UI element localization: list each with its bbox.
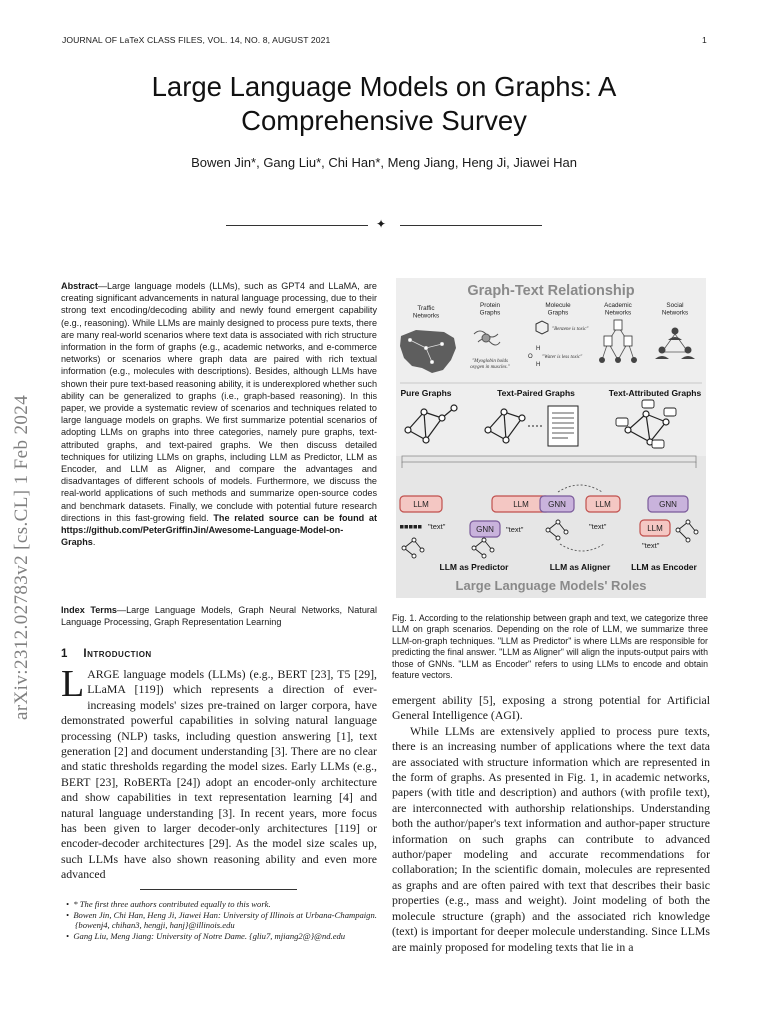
figure-caption: Fig. 1. According to the relationship between graph and text, we categorize three LLM on graph scenarios. Depending on the role of LLM, we summarize three LLM-on-graph techniques. "LLM as Predictor" is where LLMs are responsible for predicting the final answer. "LLM as Aligner" will align the inputs-output pairs with those of GNNs. "LLM as Encoder" refers to using LLMs to encode and obtain feature vectors. <box>392 613 708 681</box>
svg-text:LLM: LLM <box>413 500 429 509</box>
token-sequence-icon <box>400 525 422 529</box>
section-title: Introduction <box>83 648 152 660</box>
author-list: Bowen Jin*, Gang Liu*, Chi Han*, Meng Jiang, Heng Ji, Jiawei Han <box>191 155 577 170</box>
svg-text:GNN: GNN <box>548 500 566 509</box>
title-line-2: Comprehensive Survey <box>241 105 527 136</box>
intro-right-p1: emergent ability [5], exposing a strong potential for Artificial General Intelligence (AGI). <box>392 693 710 723</box>
role-label: LLM as Predictor <box>439 562 509 572</box>
water-icon: H <box>536 346 541 352</box>
figure-top-title: Graph-Text Relationship <box>467 283 635 299</box>
index-terms <box>61 604 377 628</box>
index-terms-label: Index Terms <box>61 605 117 615</box>
diamond-icon: ✦ <box>376 217 387 231</box>
molecule-note: "Benzene is toxic" <box>552 327 589 332</box>
title-separator <box>226 217 542 231</box>
svg-text:O: O <box>528 354 533 360</box>
abstract-label: Abstract <box>61 281 98 291</box>
footnotes <box>61 899 377 941</box>
document-icon <box>548 406 578 446</box>
figure-1 <box>396 278 706 598</box>
footnote-rule <box>140 889 297 890</box>
intro-paragraph-left: LARGE language models (LLMs) (e.g., BERT [23], T5 [29], LLaMA [119]) which represents a direction of ever-increasing models' sizes pre-trained on larger corpora, have demonstrated powerful capabilities in solving natural language processing (NLP) tasks, including question answering [1], text generation [2] and document understanding [3]. There are no clear and static thresholds regarding the model sizes. Early LLMs (e.g., BERT [23], RoBERTa [24]) adopt an encoder-only architecture and show capabilities in text representation learning [4] and natural language understanding [3]. In recent years, more focus has been given to larger decoder-only architectures [119] or encoder-decoder architectures [29]. As the model size scales up, such LLMs have also shown reasoning ability and even more advanced <box>61 663 377 882</box>
svg-text:GNN: GNN <box>659 500 677 509</box>
graph-type-label: Text-Attributed Graphs <box>608 388 702 398</box>
intro-paragraph-right <box>392 693 710 955</box>
molecule-note: "Water is less toxic" <box>542 355 583 360</box>
running-header: JOURNAL OF LaTeX CLASS FILES, VOL. 14, NO. 8, AUGUST 2021 <box>62 35 331 45</box>
svg-text:GNN: GNN <box>476 525 494 534</box>
intro-right-p2: While LLMs are extensively applied to process pure texts, there is an increasing number of applications where the text data are associated with structure information which are represented in the form of graphs. As presented in Fig. 1, in academic networks, papers (with title and description) and authors (with profile text), are interconnected with authorship relationships. Understanding both the author/paper's text information and author-paper structure information on such graphs can contribute to advanced author/paper modeling and accurate recommendations for collaboration; In the scientific domain, molecules are represented as graphs and are often paired with text that describes their basic properties (e.g., mass and weight). Joint modeling of both the molecule structure (graph) and the associated rich knowledge (text) is important for deeper molecule understanding. Since LLMs are mainly proposed for modeling texts that lie in a <box>392 723 710 954</box>
domain-label: Molecule Graphs <box>545 302 571 317</box>
svg-text:LLM: LLM <box>595 500 611 509</box>
domain-label: Protein Graphs <box>479 302 501 317</box>
role-label: LLM as Encoder <box>631 562 697 572</box>
abstract-source-link[interactable]: The related source can be found at https://github.com/PeterGriffinJin/Awesome-Language-Model-on-Graphs <box>61 512 377 548</box>
protein-note: "Myoglobin holds oxygen in muscles." <box>470 359 510 370</box>
separator-line-right <box>400 225 542 226</box>
role-label: LLM as Aligner <box>549 562 611 572</box>
section-heading <box>61 648 152 660</box>
drop-cap: L <box>61 663 85 705</box>
svg-text:H: H <box>536 362 541 368</box>
separator-line-left <box>226 225 368 226</box>
figure-bottom-title: Large Language Models' Roles <box>455 578 647 593</box>
page-number: 1 <box>702 35 707 45</box>
intro-text: language models (LLMs) (e.g., BERT [23], T5 [29], LLaMA [119]) which represents a direction of ever-increasing models' sizes pre-trained on larger corpora, have demonstrated powerful capabilities in solving natural language processing (NLP) tasks, including question answering [1], text generation [2] and document understanding [3]. There are no clear and static thresholds regarding the model sizes. Early LLMs (e.g., BERT [23], RoBERTa [24]) adopt an encoder-only architecture and show capabilities in text representation learning [4] and natural language understanding [3]. In recent years, more focus has been given to larger decoder-only architectures [119] or encoder-decoder architectures [29]. As the model size scales up, such LLMs have also shown reasoning ability and even more advanced <box>61 667 377 882</box>
section-number: 1 <box>61 648 68 660</box>
text-token-label: "text" <box>428 522 446 531</box>
graph-type-label: Text-Paired Graphs <box>497 388 575 398</box>
paper-title <box>60 70 708 138</box>
abstract-text: —Large language models (LLMs), such as GPT4 and LLaMA, are creating significant advancements in natural language processing, due to their strong text encoding/decoding ability and newly found emergent capability (e.g., reasoning). While LLMs are mainly designed to process pure texts, there are many real-world scenarios where text data is associated with rich structure information in the form of graphs (e.g., academic networks, and e-commerce networks) or scenarios where graph data are paired with rich textual information (e.g., molecules with descriptions). Besides, although LLMs have shown their pure text-based reasoning ability, it is underexplored whether such ability can be generalized to graphs (i.e., graph-based reasoning). In this paper, we provide a systematic review of scenarios and techniques related to large language models on graphs. We first summarize potential scenarios of adopting LLMs on graphs into three categories, namely pure graphs, text-attributed graphs, and text-paired graphs. We then discuss detailed techniques for utilizing LLMs on graphs, including LLM as Predictor, LLM as Encoder, and LLM as Aligner, and compare the advantages and disadvantages of different schools of models. Furthermore, we discuss the real-world applications of such methods and summarize open-source codes and benchmark datasets. Finally, we conclude with potential future research directions in this fast-growing field. <box>61 281 377 523</box>
svg-text:LLM: LLM <box>513 500 529 509</box>
arxiv-stamp: arXiv:2312.02783v2 [cs.CL] 1 Feb 2024 <box>11 394 32 720</box>
text-token-label: "text" <box>642 541 660 550</box>
footnote-item: • * The first three authors contributed equally to this work. <box>66 899 271 909</box>
text-token-label: "text" <box>506 525 524 534</box>
domain-label: Traffic Networks <box>412 305 440 320</box>
domain-label: Social Networks <box>661 302 689 317</box>
graph-type-label: Pure Graphs <box>400 388 452 398</box>
domain-label: Academic Networks <box>604 302 632 317</box>
footnote-item: • Gang Liu, Meng Jiang: University of Notre Dame. {gliu7, mjiang2@}@nd.edu <box>66 930 346 941</box>
title-line-1: Large Language Models on Graphs: A <box>151 71 617 102</box>
footnote-item: • Bowen Jin, Chi Han, Heng Ji, Jiawei Han: University of Illinois at Urbana-Champaign. {bowenj4, chihan3, hengji, hanj}@illinois.edu <box>66 909 377 931</box>
svg-text:LLM: LLM <box>647 524 663 533</box>
index-terms-text: —Large Language Models, Graph Neural Networks, Natural Language Processing, Graph Representation Learning <box>61 605 377 628</box>
abstract: Abstract—Large language models (LLMs), such as GPT4 and LLaMA, are creating significant advancements in natural language processing, due to their strong text encoding/decoding ability and newly found emergent capability (e.g., reasoning). While LLMs are mainly designed to process pure texts, there are many real-world scenarios where text data is associated with rich structure information in the form of graphs (e.g., academic networks, and e-commerce networks) or scenarios where graph data are paired with rich textual information (e.g., molecules with descriptions). Besides, although LLMs have shown their pure text-based reasoning ability, it is underexplored whether such ability can be generalized to graphs (i.e., graph-based reasoning). In this paper, we provide a systematic review of scenarios and techniques related to large language models on graphs. We first summarize potential scenarios of adopting LLMs on graphs into three categories, namely pure graphs, text-attributed graphs, and text-paired graphs. We then discuss detailed techniques for utilizing LLMs on graphs, including LLM as Predictor, LLM as Encoder, and LLM as Aligner, and compare the advantages and disadvantages of different schools of models. Furthermore, we discuss the real-world applications of such methods and summarize open-source codes and benchmark datasets. Finally, we conclude with potential future research directions in this fast-growing field. The related source can be found at https://github.com/PeterGriffinJin/Awesome-Language-Model-on-Graphs. <box>61 281 377 548</box>
text-token-label: "text" <box>589 522 607 531</box>
